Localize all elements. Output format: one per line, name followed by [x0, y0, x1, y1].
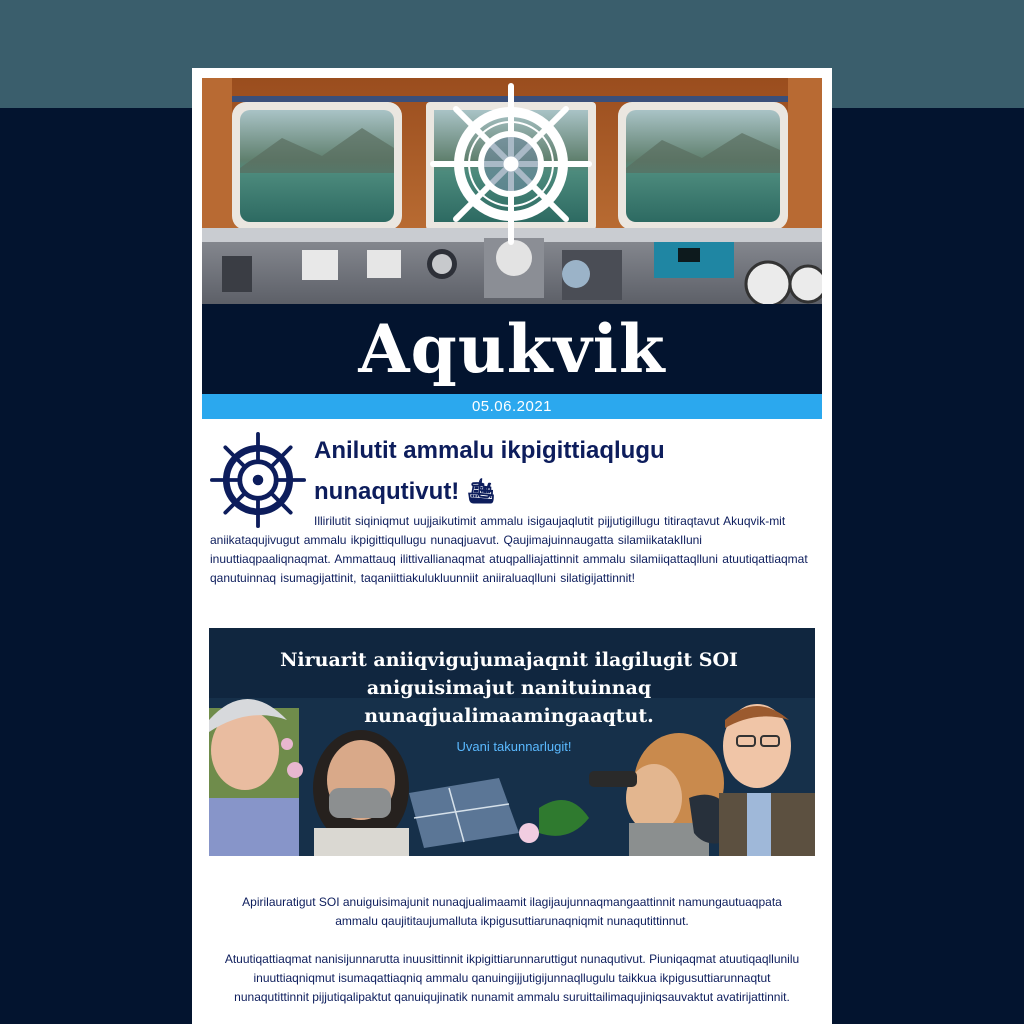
- intro-text: Illirilutit siqiniqmut uujjaikutimit ammalu isigaujaqlutit pijjutigillugu titiraqtavut Akuqvik-mit aniikataqujivugut ammalu ikpigittiqullugu nunaqjuavut. Qaujimajuinnaugatta silamiikatakIluni inuuttiaqpaaliqnaqmat. Ammattauq ilittivallianaqmat atuqpalliajattinnit ammalu silamiiqattaqlluni atuutiqattiaqmat qanutuinnaq isumagijattinit, taqaniittiakulukluunniit aniiraluaqlluni silatigijattinnit!: [210, 514, 808, 585]
- hero-image: [202, 78, 822, 304]
- newsletter-title: Aqukvik: [358, 310, 666, 388]
- masthead: [202, 304, 822, 394]
- banner-headline: Niruarit aniiqvigujumajaqnit ilagilugit SOI aniguisimajut nanituinnaq nunaqjualimaamingaaqtut.: [280, 649, 738, 727]
- banner-cta-link[interactable]: Uvani takunnarlugit!: [456, 739, 572, 754]
- body-paragraph-1: Apirilauratigut SOI anuiguisimajunit nunaqjualimaamit ilagijaujunnaqmangaattinnit namungautuaqpata ammalu qaujititaujumalluta ikpigusuttiarunaqniqmit nunaqutittinnut.: [242, 895, 782, 928]
- ship-wheel-icon: [210, 432, 306, 528]
- body-paragraph-2: Atuutiqattiaqmat nanisijunnarutta inuusittinnit ikpigittiarunnaruttigut nunaqutivut. Piuniqaqmat atuutiqaqllunilu inuuttiaqniqmut isumaqattiaqniq ammalu qanuingijjutigijunnaqllugulu taikkua ikpigusuttiarunnaqtut nunaqutittinnit pijjutiqalipaktut qanuiqujinatik nunamit ammalu suruittailimaqujiniqsauvaktut avatirijattinnit.: [224, 952, 800, 1004]
- intro-heading: Anilutit ammalu ikpigittiaqlugu nunaqutivut! 🛳: [314, 437, 665, 505]
- alumni-banner[interactable]: [209, 628, 815, 856]
- issue-date: 05.06.2021: [202, 394, 822, 419]
- intro-section: [210, 430, 810, 588]
- newsletter-card: [192, 68, 832, 1024]
